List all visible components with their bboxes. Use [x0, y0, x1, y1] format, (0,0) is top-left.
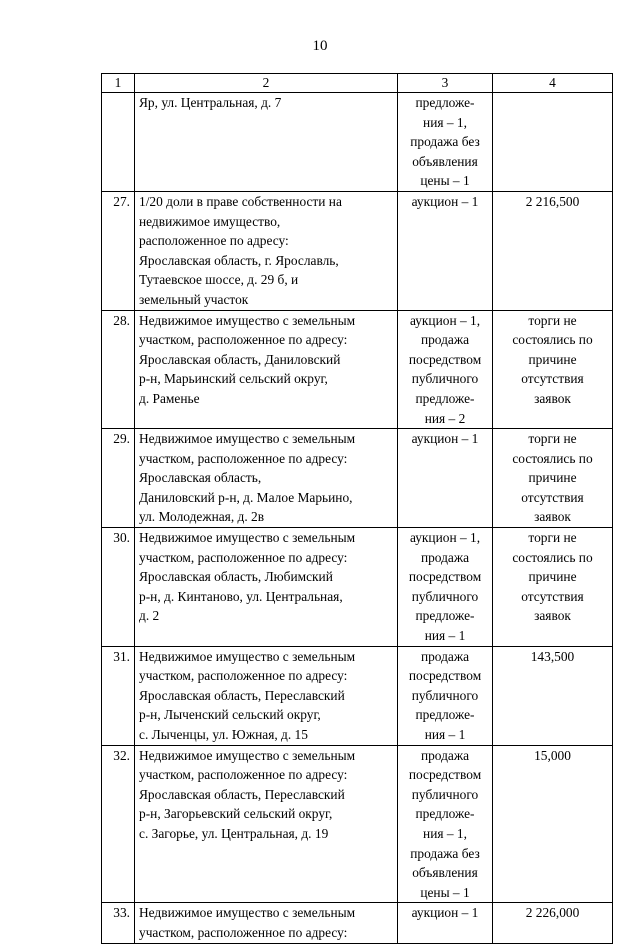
sale-price-line: состоялись по [512, 332, 593, 348]
property-description-line: Ярославская область, Переславский [139, 687, 345, 703]
property-description-line: Недвижимое имущество с земельным [139, 312, 356, 328]
property-description-line: участком, расположенное по адресу: [139, 924, 348, 940]
sale-price [493, 745, 613, 903]
property-description-line: Даниловский р-н, д. Малое Марьино, [139, 489, 353, 505]
property-description [135, 93, 398, 192]
sale-price [493, 528, 613, 647]
sale-method-line: объявления [412, 153, 478, 169]
property-description-line: Недвижимое имущество с земельным [139, 747, 356, 763]
row-number: 27. [102, 191, 135, 310]
page-number: 10 [312, 38, 328, 54]
sale-price [493, 903, 613, 943]
property-description [135, 191, 398, 310]
property-description-line: р-н, д. Кинтаново, ул. Центральная, [139, 588, 343, 604]
property-description-line: Ярославская область, г. Ярославль, [139, 252, 339, 268]
sale-price-line: торги не [528, 312, 577, 328]
row-number: 29. [102, 429, 135, 528]
header-cell-1: 1 [102, 74, 135, 93]
sale-price [493, 429, 613, 528]
property-description-line: Ярославская область, [139, 470, 262, 486]
sale-method [398, 93, 493, 192]
property-description-line: с. Загорье, ул. Центральная, д. 19 [139, 825, 329, 841]
property-description [135, 310, 398, 429]
sale-price-line: отсутствия [521, 371, 584, 387]
sale-price-line: заявок [534, 509, 571, 525]
header-cell-3: 3 [398, 74, 493, 93]
property-description-line: р-н, Лыченский сельский округ, [139, 707, 321, 723]
property-description-line: Ярославская область, Даниловский [139, 351, 341, 367]
sale-method-line: продажа без [410, 845, 480, 861]
property-description-line: участком, расположенное по адресу: [139, 767, 348, 783]
sale-method-line: объявления [412, 865, 478, 881]
sale-method-line: посредством [408, 668, 482, 684]
table-row [102, 528, 613, 647]
sale-method-line: аукцион – 1, [409, 530, 481, 546]
property-description [135, 646, 398, 745]
property-description-line: д. 2 [139, 608, 160, 624]
header-cell-4: 4 [493, 74, 613, 93]
sale-price-line: торги не [528, 530, 577, 546]
property-description-line: недвижимое имущество, [139, 213, 281, 229]
property-description-line: д. Раменье [139, 390, 200, 406]
property-description-line: Яр, ул. Центральная, д. 7 [139, 95, 282, 110]
row-number [102, 93, 135, 192]
sale-method [398, 646, 493, 745]
sale-method-line: ния – 2 [424, 410, 466, 426]
sale-method-line: посредством [408, 767, 482, 783]
sale-method-line: продажа без [410, 134, 480, 150]
sale-method-line: ния – 1, [423, 825, 467, 841]
sale-method-line: цены – 1 [420, 173, 470, 189]
sale-method-line: цены – 1 [420, 884, 470, 900]
sale-price [493, 646, 613, 745]
sale-method-line: продажа [420, 747, 470, 763]
sale-price-line: 2 216,500 [525, 193, 580, 209]
property-description-line: участком, расположенное по адресу: [139, 668, 348, 684]
sale-method [398, 429, 493, 528]
table-row [102, 903, 613, 943]
property-description-line: участком, расположенное по адресу: [139, 332, 348, 348]
property-description-line: участком, расположенное по адресу: [139, 450, 348, 466]
table-row [102, 745, 613, 903]
sale-method-line: предложе- [415, 95, 475, 110]
sale-method-line: ния – 1 [424, 727, 466, 742]
row-number: 31. [102, 646, 135, 745]
sale-method-line: посредством [408, 569, 482, 585]
property-description-line: ул. Молодежная, д. 2в [139, 509, 265, 525]
sale-price-line: отсутствия [521, 489, 584, 505]
property-description-line: Тутаевское шоссе, д. 29 б, и [139, 272, 299, 288]
sale-method-line: ния – 1 [424, 628, 466, 644]
property-description [135, 745, 398, 903]
sale-method-line: аукцион – 1 [411, 193, 479, 209]
sale-method-line: аукцион – 1, [409, 312, 481, 328]
property-description-line: с. Лыченцы, ул. Южная, д. 15 [139, 727, 308, 742]
sale-price-line: причине [528, 470, 577, 486]
sale-method-line: аукцион – 1 [411, 431, 479, 447]
property-description-line: расположенное по адресу: [139, 233, 289, 249]
sale-price [493, 310, 613, 429]
sale-price [493, 93, 613, 192]
sale-price-line: 15,000 [534, 747, 571, 763]
table-row [102, 646, 613, 745]
property-description [135, 429, 398, 528]
property-description [135, 903, 398, 943]
sale-method-line: публичного [411, 687, 479, 703]
sale-method-line: публичного [411, 588, 479, 604]
sale-method-line: ния – 1, [423, 114, 467, 130]
table-header-row [102, 74, 613, 93]
sale-price-line: состоялись по [512, 549, 593, 565]
table-row [102, 191, 613, 310]
sale-method [398, 310, 493, 429]
property-description-line: Недвижимое имущество с земельным [139, 905, 356, 921]
table-row [102, 429, 613, 528]
sale-price-line: заявок [534, 608, 571, 624]
property-description-line: Недвижимое имущество с земельным [139, 648, 356, 664]
table-row [102, 93, 613, 192]
property-description-line: 1/20 доли в праве собственности на [139, 193, 342, 209]
property-description-line: участком, расположенное по адресу: [139, 549, 348, 565]
property-description-line: р-н, Марьинский сельский округ, [139, 371, 328, 387]
sale-method-line: предложе- [415, 806, 475, 822]
header-cell-2: 2 [135, 74, 398, 93]
property-description-line: Ярославская область, Переславский [139, 786, 345, 802]
property-description-line: Ярославская область, Любимский [139, 569, 333, 585]
sale-method-line: продажа [420, 332, 470, 348]
sale-method-line: посредством [408, 351, 482, 367]
property-description [135, 528, 398, 647]
sale-method-line: продажа [420, 648, 470, 664]
property-description-line: земельный участок [139, 291, 249, 307]
row-number: 32. [102, 745, 135, 903]
sale-price-line: причине [528, 351, 577, 367]
sale-method-line: продажа [420, 549, 470, 565]
table-row [102, 310, 613, 429]
sale-method-line: предложе- [415, 707, 475, 723]
property-description-line: Недвижимое имущество с земельным [139, 431, 356, 447]
sale-method [398, 903, 493, 943]
sale-price-line: торги не [528, 431, 577, 447]
property-description-line: р-н, Загорьевский сельский округ, [139, 806, 333, 822]
row-number: 30. [102, 528, 135, 647]
sale-price-line: причине [528, 569, 577, 585]
row-number: 33. [102, 903, 135, 943]
sale-method-line: предложе- [415, 608, 475, 624]
sale-price [493, 191, 613, 310]
sale-method-line: предложе- [415, 390, 475, 406]
sale-method [398, 528, 493, 647]
property-table [101, 73, 613, 944]
row-number: 28. [102, 310, 135, 429]
sale-method-line: аукцион – 1 [411, 905, 479, 921]
sale-price-line: заявок [534, 390, 571, 406]
property-description-line: Недвижимое имущество с земельным [139, 530, 356, 546]
sale-price-line: 143,500 [530, 648, 575, 664]
sale-method [398, 745, 493, 903]
sale-price-line: состоялись по [512, 450, 593, 466]
sale-method [398, 191, 493, 310]
sale-method-line: публичного [411, 371, 479, 387]
sale-price-line: отсутствия [521, 588, 584, 604]
sale-price-line: 2 226,000 [525, 905, 580, 921]
sale-method-line: публичного [411, 786, 479, 802]
